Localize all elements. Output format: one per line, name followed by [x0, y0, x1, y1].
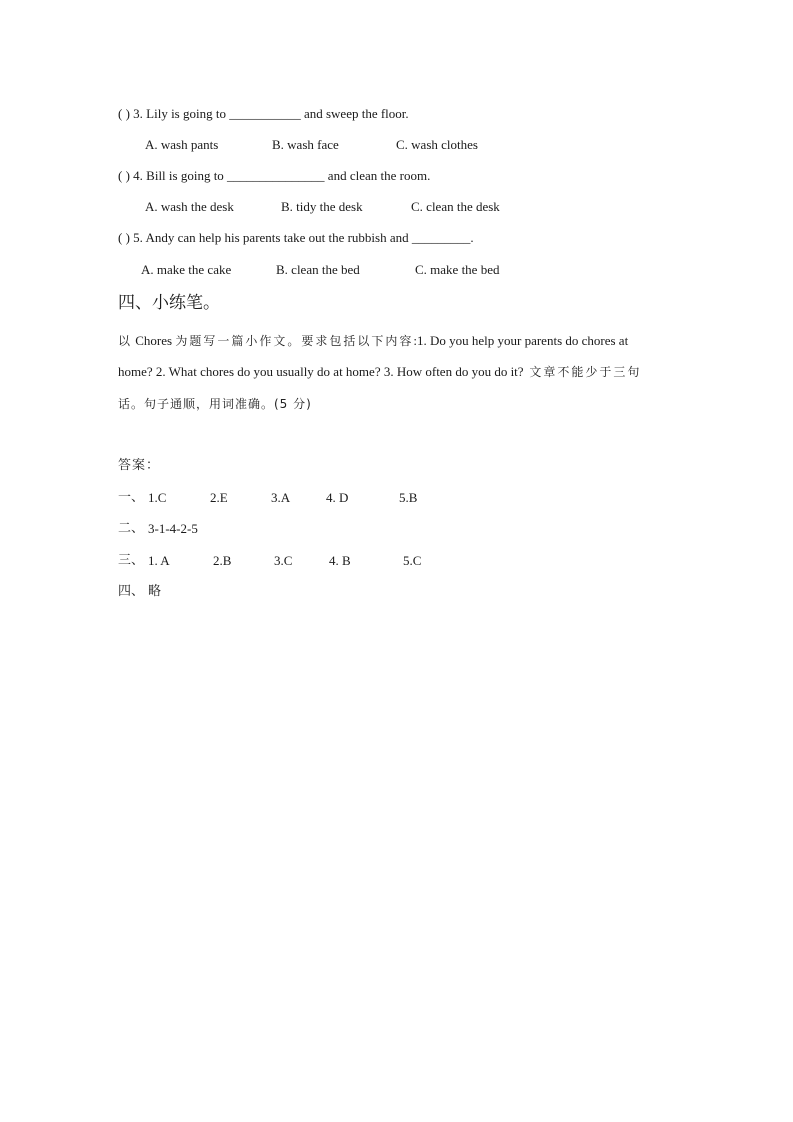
writing-prompt-line-2 [118, 364, 674, 380]
answers-row-2-prefix: 二、 [118, 521, 145, 536]
answers-row-4-prefix: 四、 [118, 584, 145, 599]
prompt-en-b: :1. Do you help your parents do chores at [413, 333, 629, 348]
answer-4-value: 略 [148, 584, 162, 599]
prompt-cjk-c: 文章不能少于三句 [523, 365, 642, 379]
answer-1-2: 2.E [210, 490, 228, 505]
answer-2-value: 3-1-4-2-5 [148, 521, 198, 536]
prompt-en-c: home? 2. What chores do you usually do at home? 3. How often do you do it? [118, 364, 524, 379]
answer-1-5: 5.B [399, 490, 418, 505]
prompt-cjk-b: 为题写一篇小作文。要求包括以下内容 [175, 334, 414, 348]
answer-1-1: 1.C [148, 490, 167, 505]
prompt-cjk-a: 以 [118, 334, 133, 348]
question-5-option-a: A. make the cake [141, 262, 232, 277]
question-3-option-a: A. wash pants [145, 137, 219, 152]
writing-prompt-line-3: 话。句子通顺，用词准确。(5 分) [118, 397, 312, 411]
answers-row-1-prefix: 一、 [118, 490, 145, 505]
question-4-option-b: B. tidy the desk [281, 199, 363, 214]
answer-3-3: 3.C [274, 553, 293, 568]
answer-3-5: 5.C [403, 553, 422, 568]
question-3-option-b: B. wash face [272, 137, 339, 152]
answer-1-4: 4. D [326, 490, 349, 505]
question-3-option-c: C. wash clothes [396, 137, 478, 152]
question-5-option-b: B. clean the bed [276, 262, 360, 277]
prompt-en-a: Chores [132, 333, 176, 348]
answers-row-3-prefix: 三、 [118, 553, 145, 568]
answers-label: 答案： [118, 458, 161, 473]
question-3-stem: ( ) 3. Lily is going to ___________ and sweep the floor. [118, 106, 409, 121]
question-5-stem: ( ) 5. Andy can help his parents take out the rubbish and _________. [118, 230, 474, 245]
writing-prompt-line-1 [118, 333, 674, 349]
question-4-option-a: A. wash the desk [145, 199, 234, 214]
answer-3-2: 2.B [213, 553, 232, 568]
answer-3-4: 4. B [329, 553, 351, 568]
answer-3-1: 1. A [148, 553, 170, 568]
question-5-option-c: C. make the bed [415, 262, 500, 277]
question-4-option-c: C. clean the desk [411, 199, 500, 214]
section-4-heading: 四、小练笔。 [118, 293, 220, 312]
answer-1-3: 3.A [271, 490, 291, 505]
question-4-stem: ( ) 4. Bill is going to _______________ and clean the room. [118, 168, 431, 183]
